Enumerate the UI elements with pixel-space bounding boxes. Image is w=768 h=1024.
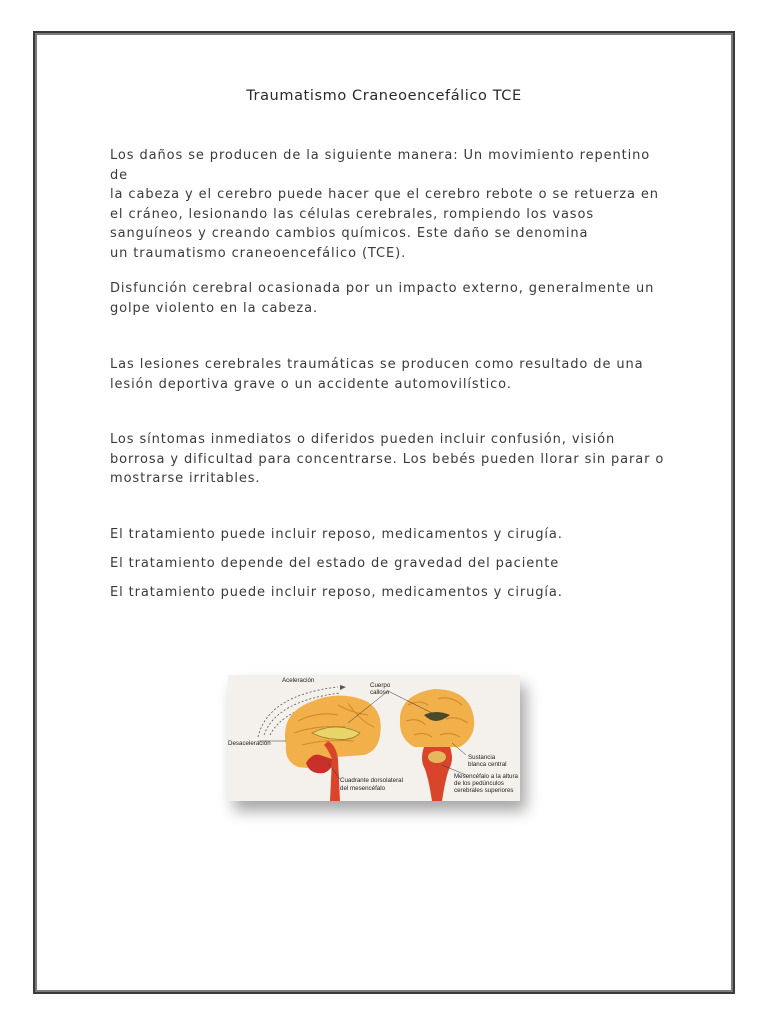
label-midbrain-3: cerebrales superiores [454, 787, 514, 794]
brain-illustration [228, 675, 520, 801]
paragraph-symptoms: Los síntomas inmediatos o diferidos pueden incluir confusión, visión borrosa y dificultad para concentrarse. Los bebés pueden llorar sin parar o mostrarse irritables. [110, 432, 665, 486]
label-corpus-1: Cuerpo [370, 682, 391, 689]
paragraph-treatment-3: El tratamiento puede incluir reposo, medicamentos y cirugía. [110, 585, 563, 600]
label-deceleration: Desaceleración [228, 740, 271, 747]
label-midbrain-1: Mesencéfalo a la altura [454, 773, 518, 780]
paragraph-causes: Las lesiones cerebrales traumáticas se producen como resultado de una lesión deportiva grave o un accidente automovilístico. [110, 357, 644, 392]
label-quadrant-1: Cuadrante dorsolateral [340, 777, 403, 784]
label-midbrain-2: de los pedúnculos [454, 780, 504, 787]
document-title: Traumatismo Craneoencefálico TCE [246, 88, 522, 104]
label-white-matter-2: blanca central [468, 761, 507, 768]
label-corpus-2: calloso [370, 689, 390, 696]
paragraph-definition: Disfunción cerebral ocasionada por un impacto externo, generalmente un golpe violento en la cabeza. [110, 281, 655, 316]
paragraph-mechanism: Los daños se producen de la siguiente manera: Un movimiento repentino de la cabeza y el cerebro puede hacer que el cerebro rebote o se retuerza en el cráneo, lesionando las células cerebrales, rompiendo los vasos sanguíneos y creando cambios químicos. Este daño se denomina un traumatismo craneoencefálico (TCE). [110, 148, 659, 261]
brain-injury-figure [228, 675, 520, 801]
paragraph-treatment-2: El tratamiento depende del estado de gravedad del paciente [110, 556, 560, 571]
label-white-matter-1: Sustancia [468, 754, 496, 761]
paragraph-treatment-1: El tratamiento puede incluir reposo, medicamentos y cirugía. [110, 527, 563, 542]
label-acceleration: Aceleración [282, 677, 315, 684]
label-quadrant-2: del mesencéfalo [340, 785, 386, 792]
